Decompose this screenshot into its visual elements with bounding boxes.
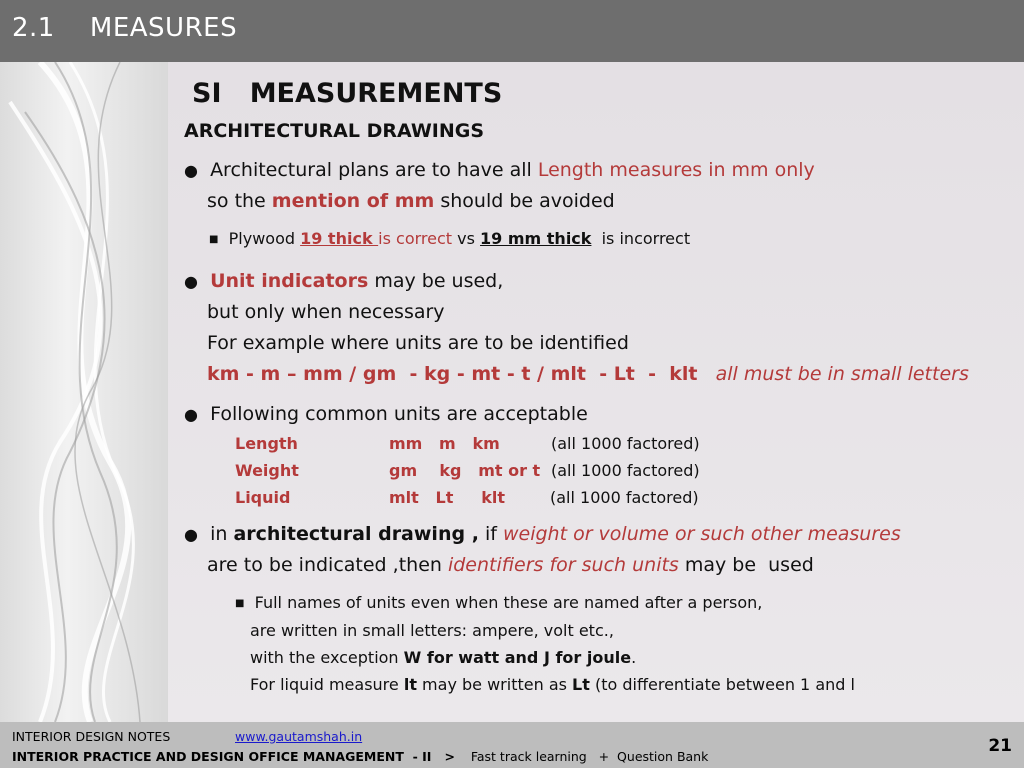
footer-website-link[interactable]: www.gautamshah.in — [235, 729, 363, 744]
text: in — [210, 523, 234, 545]
unit-row-name: Liquid — [235, 488, 291, 507]
bullet-4-line-1 — [184, 523, 901, 545]
bullet-4-line-2 — [207, 554, 814, 576]
bullet-dot-icon: ● — [184, 525, 198, 544]
bullet-2-line-4 — [207, 363, 969, 385]
square-bullet-icon: ■ — [209, 234, 219, 245]
highlight-text: all must be in small letters — [715, 363, 969, 385]
text: may be used — [678, 554, 814, 576]
bullet-2-line-1 — [184, 270, 503, 292]
unit-row-note: (all 1000 factored) — [551, 461, 700, 480]
highlight-text: identifiers for such units — [447, 554, 679, 576]
highlight-text: Length measures in mm only — [537, 159, 815, 181]
unit-row-note: (all 1000 factored) — [550, 488, 699, 507]
slide-header — [0, 0, 1024, 62]
highlight-text: weight or volume or such other measures — [502, 523, 901, 545]
page-number: 21 — [988, 736, 1012, 756]
text: may be written as — [416, 675, 573, 694]
slide-content — [168, 62, 1024, 722]
unit-row-units: gm kg mt or t — [389, 461, 541, 480]
bullet-1-line-1 — [184, 159, 815, 181]
unit-row-name: Length — [235, 434, 298, 453]
sub-bullet-unit-names-line-1 — [235, 593, 762, 612]
text: (to differentiate between 1 and l — [589, 675, 855, 694]
text: For liquid measure — [250, 675, 404, 694]
text: are to be indicated ,then — [207, 554, 448, 576]
text: should be avoided — [434, 190, 615, 212]
sub-bullet-plywood — [209, 229, 690, 248]
footer-course-line — [12, 749, 708, 764]
decorative-swirl-panel — [0, 62, 168, 722]
section-heading: ARCHITECTURAL DRAWINGS — [184, 120, 485, 142]
highlight-text: is correct — [378, 229, 453, 248]
text: Architectural plans are to have all — [210, 159, 538, 181]
emphasis-text: Lt — [572, 675, 590, 694]
emphasis-text: W for watt and J for joule — [403, 648, 632, 667]
text: if — [478, 523, 503, 545]
text: may be used, — [368, 270, 504, 292]
unit-row-units: mlt Lt klt — [389, 488, 505, 507]
bullet-dot-icon: ● — [184, 272, 198, 291]
unit-row-note: (all 1000 factored) — [551, 434, 700, 453]
footer-notes-label: INTERIOR DESIGN NOTES — [12, 729, 171, 744]
sub-bullet-unit-names-line-3 — [250, 648, 636, 667]
text: Full names of units even when these are named after a person, — [254, 593, 763, 612]
highlight-text: 19 thick — [300, 229, 379, 248]
bullet-1-line-2 — [207, 190, 615, 212]
unit-row-name: Weight — [235, 461, 299, 480]
slide-section-title: 2.1 MEASURES — [12, 13, 238, 43]
bullet-dot-icon: ● — [184, 161, 198, 180]
unit-list: km - m – mm / gm - kg - mt - t / mlt - Lt - klt — [207, 363, 698, 385]
text: with the exception — [250, 648, 404, 667]
text: Following common units are acceptable — [210, 403, 588, 425]
slide-footer — [0, 722, 1024, 768]
text: . — [631, 648, 637, 667]
emphasis-text: architectural drawing , — [233, 523, 479, 545]
footer-course-title: INTERIOR PRACTICE AND DESIGN OFFICE MANAGEMENT - II > — [12, 749, 455, 764]
sub-bullet-unit-names-line-2: are written in small letters: ampere, volt etc., — [250, 621, 614, 640]
unit-row-units: mm m km — [389, 434, 500, 453]
text: so the — [207, 190, 272, 212]
emphasis-text: lt — [403, 675, 417, 694]
slide-title: SI MEASUREMENTS — [192, 78, 503, 109]
footer-course-subtitle: Fast track learning + Question Bank — [454, 749, 709, 764]
text: is incorrect — [591, 229, 691, 248]
bullet-2-line-3: For example where units are to be identified — [207, 332, 629, 354]
swirl-graphic — [0, 62, 168, 722]
emphasis-text: 19 mm thick — [480, 229, 592, 248]
text: Plywood — [228, 229, 301, 248]
bullet-3-line-1 — [184, 403, 588, 425]
bullet-dot-icon: ● — [184, 405, 198, 424]
bullet-2-line-2: but only when necessary — [207, 301, 445, 323]
sub-bullet-unit-names-line-4 — [250, 675, 855, 694]
text: vs — [452, 229, 481, 248]
highlight-text: Unit indicators — [210, 270, 369, 292]
square-bullet-icon: ■ — [235, 598, 245, 609]
highlight-text: mention of mm — [271, 190, 435, 212]
